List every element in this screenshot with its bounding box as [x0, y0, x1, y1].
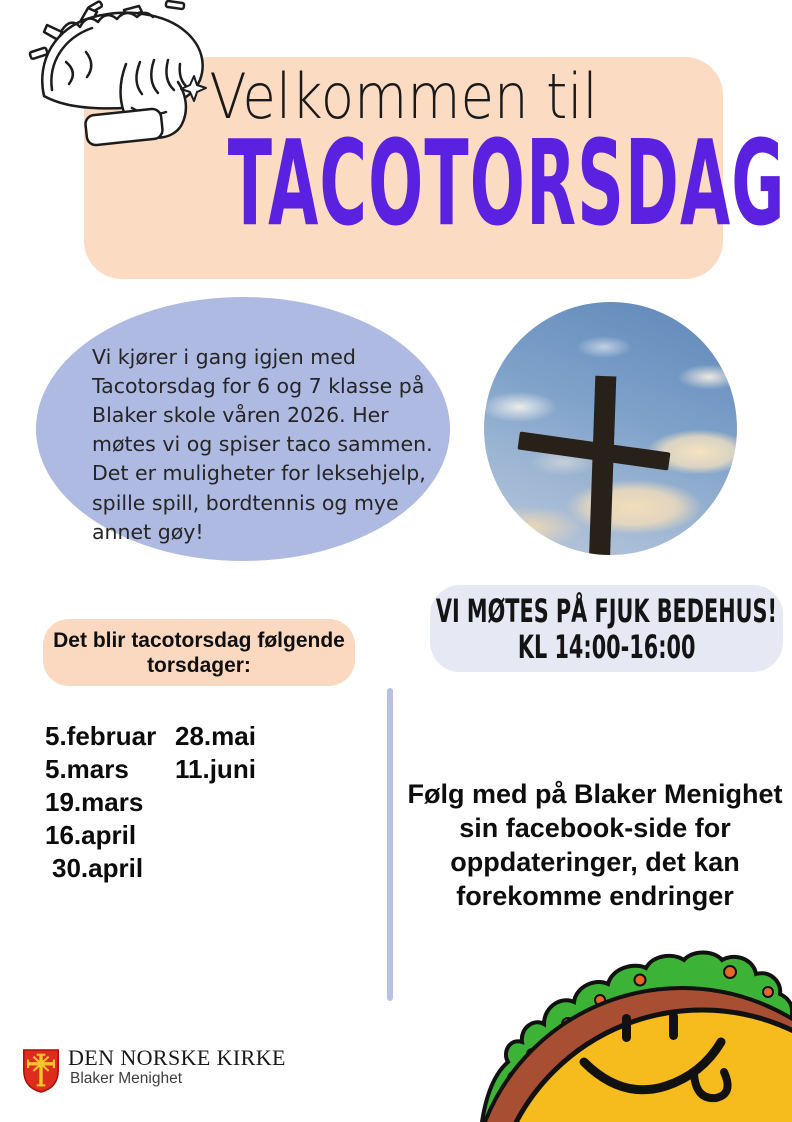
meeting-place: VI MØTES PÅ FJUK BEDEHUS! — [435, 591, 778, 630]
facebook-notice — [398, 777, 792, 913]
notice-line: Følg med på Blaker Menighet — [407, 779, 783, 809]
dates-column-2 — [175, 720, 256, 885]
date-item: 16.april — [45, 820, 137, 850]
notice-line: forekomme endringer — [456, 881, 734, 911]
cross-sky-photo — [484, 302, 737, 555]
date-item: 11.juni — [175, 754, 256, 784]
cross-icon — [484, 302, 737, 555]
hand-taco-sketch-icon — [28, 0, 213, 150]
meeting-info-box — [430, 585, 783, 672]
schedule-heading — [43, 619, 355, 686]
meeting-time: KL 14:00-16:00 — [517, 627, 696, 666]
date-item: 5.mars — [45, 754, 129, 784]
welcome-line: Velkommen til — [209, 60, 598, 133]
notice-line: sin facebook-side for — [459, 813, 731, 843]
schedule-heading-line1: Det blir tacotorsdag følgende — [53, 629, 345, 652]
date-item: 19.mars — [45, 787, 144, 817]
schedule-heading-line2: torsdager: — [147, 654, 251, 677]
dates-column-1 — [45, 720, 175, 885]
date-item: 28.mai — [175, 721, 256, 751]
church-shield-icon — [20, 1048, 62, 1094]
smiling-taco-icon — [480, 950, 792, 1122]
date-item: 5.februar — [45, 721, 157, 751]
org-name: DEN NORSKE KIRKE — [68, 1045, 286, 1070]
notice-line: oppdateringer, det kan — [450, 847, 740, 877]
intro-bubble — [36, 297, 450, 561]
page-title: TACOTORSDAG — [227, 114, 786, 252]
vertical-divider — [387, 688, 393, 1001]
dates-list — [45, 720, 256, 885]
org-unit: Blaker Menighet — [70, 1070, 183, 1087]
date-item: 30.april — [52, 853, 144, 883]
intro-text: Vi kjører i gang igjen med Tacotorsdag for 6 og 7 klasse på Blaker skole våren 2026. Her møtes vi og spiser taco sammen. Det er muligheter for leksehjelp, spille spill, bordtennis og mye annet gøy! — [92, 345, 433, 544]
